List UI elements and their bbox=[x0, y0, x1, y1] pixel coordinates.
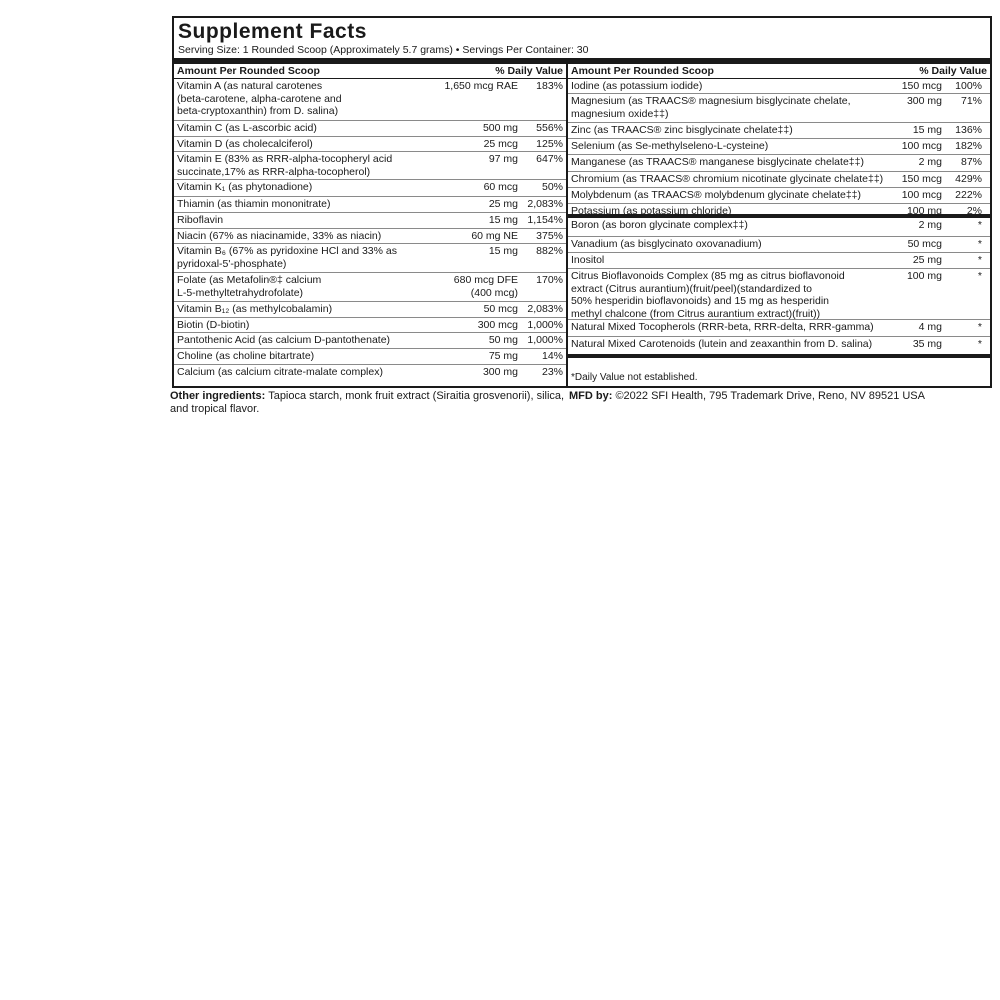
nutrient-amount: 97 mg bbox=[488, 153, 518, 165]
nutrient-daily-value: 1,000% bbox=[527, 319, 563, 331]
nutrient-name: Citrus Bioflavonoids Complex (85 mg as citrus bioflavonoid extract (Citrus aurantium)(fruit/peel)(standardized to 50% hesperidin bioflavonoids) and 15 mg as hesperidin methyl chalcone (from Citrus aurantium extract)(fruit)) bbox=[571, 270, 845, 320]
nutrient-amount: 100 mg bbox=[906, 270, 942, 282]
nutrient-row bbox=[174, 121, 566, 137]
nutrient-amount: 15 mg bbox=[912, 124, 942, 136]
nutrient-row bbox=[568, 123, 990, 139]
nutrient-daily-value: * bbox=[977, 254, 982, 266]
nutrient-amount: 50 mcg bbox=[483, 303, 518, 315]
mfd-text: ©2022 SFI Health, 795 Trademark Drive, Reno, NV 89521 USA bbox=[612, 390, 925, 402]
nutrient-name: Manganese (as TRAACS® manganese bisglycinate chelate‡‡) bbox=[571, 156, 864, 168]
nutrient-row bbox=[174, 349, 566, 365]
nutrient-daily-value: 222% bbox=[955, 189, 982, 201]
nutrient-daily-value: 100% bbox=[955, 80, 982, 92]
nutrient-amount: 300 mg bbox=[482, 366, 518, 378]
nutrient-daily-value: 136% bbox=[955, 124, 982, 136]
nutrient-daily-value: 182% bbox=[955, 140, 982, 152]
nutrient-name: Vitamin K₁ (as phytonadione) bbox=[177, 181, 313, 193]
nutrient-name: Biotin (D-biotin) bbox=[177, 319, 250, 331]
footnote: *Daily Value not established. bbox=[571, 372, 698, 383]
nutrient-amount: 25 mcg bbox=[483, 138, 518, 150]
nutrient-amount: 60 mcg bbox=[483, 181, 518, 193]
nutrient-daily-value: * bbox=[977, 219, 982, 231]
nutrient-row bbox=[568, 172, 990, 188]
nutrient-row bbox=[568, 188, 990, 204]
nutrient-row bbox=[568, 237, 990, 253]
nutrient-amount: 4 mg bbox=[918, 321, 942, 333]
nutrient-row bbox=[174, 180, 566, 197]
nutrient-daily-value: 556% bbox=[536, 122, 563, 134]
nutrient-row bbox=[568, 155, 990, 172]
nutrient-daily-value: * bbox=[977, 338, 982, 350]
nutrient-daily-value: * bbox=[977, 321, 982, 333]
left-column-header bbox=[174, 64, 566, 79]
right-column-header bbox=[568, 64, 990, 79]
nutrient-row bbox=[568, 204, 990, 218]
nutrient-name: Riboflavin bbox=[177, 214, 224, 226]
nutrient-name: Selenium (as Se-methylseleno-L-cysteine) bbox=[571, 140, 769, 152]
nutrient-name: Vitamin B₁₂ (as methylcobalamin) bbox=[177, 303, 333, 315]
nutrient-row bbox=[568, 218, 990, 237]
daily-value-header: % Daily Value bbox=[495, 65, 563, 77]
nutrient-name: Vitamin C (as L-ascorbic acid) bbox=[177, 122, 317, 134]
amount-header: Amount Per Rounded Scoop bbox=[571, 65, 714, 77]
daily-value-header: % Daily Value bbox=[919, 65, 987, 77]
nutrient-name: Pantothenic Acid (as calcium D-pantothenate) bbox=[177, 334, 391, 346]
nutrient-name: Vitamin B₆ (67% as pyridoxine HCl and 33% as pyridoxal-5'-phosphate) bbox=[177, 245, 397, 270]
other-ingredients bbox=[170, 390, 565, 415]
nutrient-name: Natural Mixed Tocopherols (RRR-beta, RRR-delta, RRR-gamma) bbox=[571, 321, 874, 333]
nutrient-amount: 150 mcg bbox=[901, 173, 942, 185]
nutrient-name: Folate (as Metafolin®‡ calcium L-5-methyltetrahydrofolate) bbox=[177, 274, 322, 299]
manufacturer-info bbox=[569, 390, 925, 403]
nutrient-row bbox=[174, 197, 566, 213]
nutrient-daily-value: 23% bbox=[541, 366, 563, 378]
nutrient-name: Chromium (as TRAACS® chromium nicotinate glycinate chelate‡‡) bbox=[571, 173, 884, 185]
left-nutrient-column bbox=[174, 64, 568, 386]
nutrient-amount: 15 mg bbox=[488, 214, 518, 226]
nutrient-name: Zinc (as TRAACS® zinc bisglycinate chelate‡‡) bbox=[571, 124, 793, 136]
nutrient-name: Inositol bbox=[571, 254, 605, 266]
other-ingredients-label: Other ingredients: bbox=[170, 390, 266, 402]
nutrient-name: Thiamin (as thiamin mononitrate) bbox=[177, 198, 331, 210]
nutrient-row bbox=[174, 365, 566, 381]
amount-header: Amount Per Rounded Scoop bbox=[177, 65, 320, 77]
nutrient-row bbox=[568, 139, 990, 155]
serving-info: Serving Size: 1 Rounded Scoop (Approximately 5.7 grams) • Servings Per Container: 30 bbox=[178, 44, 589, 56]
nutrient-daily-value: 50% bbox=[541, 181, 563, 193]
nutrient-amount: 2 mg bbox=[918, 156, 942, 168]
nutrient-amount: 300 mcg bbox=[477, 319, 518, 331]
other-ingredients-text: Tapioca starch, monk fruit extract (Siraitia grosvenorii), silica, and tropical flavor. bbox=[170, 390, 565, 415]
nutrient-daily-value: 14% bbox=[541, 350, 563, 362]
nutrient-name: Calcium (as calcium citrate-malate complex) bbox=[177, 366, 383, 378]
nutrient-daily-value: 647% bbox=[536, 153, 563, 165]
nutrient-name: Vanadium (as bisglycinato oxovanadium) bbox=[571, 238, 762, 250]
nutrient-row bbox=[568, 320, 990, 337]
nutrient-amount: 25 mg bbox=[488, 198, 518, 210]
nutrient-row bbox=[568, 269, 990, 320]
nutrient-name: Vitamin D (as cholecalciferol) bbox=[177, 138, 313, 150]
nutrient-row bbox=[568, 253, 990, 269]
nutrient-row bbox=[174, 152, 566, 180]
footnote-divider bbox=[568, 354, 990, 358]
nutrient-row bbox=[174, 137, 566, 152]
nutrient-amount: 680 mcg DFE (400 mcg) bbox=[453, 274, 518, 299]
nutrient-daily-value: 125% bbox=[536, 138, 563, 150]
nutrient-row bbox=[174, 79, 566, 121]
nutrient-daily-value: 1,000% bbox=[527, 334, 563, 346]
nutrient-daily-value: 375% bbox=[536, 230, 563, 242]
nutrient-name: Vitamin A (as natural carotenes (beta-carotene, alpha-carotene and beta-cryptoxanthin) from D. salina) bbox=[177, 80, 342, 117]
nutrient-row bbox=[174, 229, 566, 244]
left-rows bbox=[174, 79, 566, 381]
nutrient-name: Magnesium (as TRAACS® magnesium bisglycinate chelate, magnesium oxide‡‡) bbox=[571, 95, 851, 120]
nutrient-amount: 300 mg bbox=[906, 95, 942, 107]
nutrient-row bbox=[174, 244, 566, 273]
nutrient-daily-value: 183% bbox=[536, 80, 563, 92]
nutrient-amount: 75 mg bbox=[488, 350, 518, 362]
nutrient-daily-value: * bbox=[977, 238, 982, 250]
nutrient-name: Molybdenum (as TRAACS® molybdenum glycinate chelate‡‡) bbox=[571, 189, 862, 201]
nutrient-row bbox=[174, 333, 566, 349]
nutrient-row bbox=[174, 213, 566, 229]
nutrient-name: Potassium (as potassium chloride) bbox=[571, 205, 732, 217]
nutrient-daily-value: 429% bbox=[955, 173, 982, 185]
nutrient-daily-value: 882% bbox=[536, 245, 563, 257]
nutrient-daily-value: 170% bbox=[536, 274, 563, 286]
nutrient-amount: 35 mg bbox=[912, 338, 942, 350]
nutrient-amount: 150 mcg bbox=[901, 80, 942, 92]
nutrient-daily-value: 71% bbox=[960, 95, 982, 107]
nutrient-daily-value: 2% bbox=[966, 205, 982, 217]
nutrient-amount: 60 mg NE bbox=[471, 230, 518, 242]
mfd-label: MFD by: bbox=[569, 390, 613, 402]
nutrient-name: Natural Mixed Carotenoids (lutein and zeaxanthin from D. salina) bbox=[571, 338, 873, 350]
nutrient-name: Choline (as choline bitartrate) bbox=[177, 350, 315, 362]
nutrient-amount: 15 mg bbox=[488, 245, 518, 257]
right-rows bbox=[568, 79, 990, 352]
nutrient-daily-value: * bbox=[977, 270, 982, 282]
supplement-facts-panel bbox=[172, 16, 992, 388]
panel-title: Supplement Facts bbox=[178, 20, 367, 43]
nutrient-row bbox=[174, 302, 566, 318]
nutrient-row bbox=[174, 273, 566, 302]
nutrient-amount: 1,650 mcg RAE bbox=[444, 80, 518, 92]
nutrient-row bbox=[568, 337, 990, 352]
nutrient-name: Vitamin E (83% as RRR-alpha-tocopheryl acid succinate,17% as RRR-alpha-tocopherol) bbox=[177, 153, 393, 178]
nutrient-daily-value: 87% bbox=[960, 156, 982, 168]
right-nutrient-column bbox=[568, 64, 990, 386]
nutrient-name: Boron (as boron glycinate complex‡‡) bbox=[571, 219, 748, 231]
nutrient-name: Niacin (67% as niacinamide, 33% as niacin) bbox=[177, 230, 382, 242]
nutrient-amount: 100 mcg bbox=[901, 189, 942, 201]
nutrient-amount: 100 mcg bbox=[901, 140, 942, 152]
nutrient-row bbox=[568, 94, 990, 123]
nutrient-name: Iodine (as potassium iodide) bbox=[571, 80, 703, 92]
nutrient-amount: 2 mg bbox=[918, 219, 942, 231]
nutrient-daily-value: 2,083% bbox=[527, 198, 563, 210]
nutrient-amount: 50 mg bbox=[488, 334, 518, 346]
nutrient-amount: 25 mg bbox=[912, 254, 942, 266]
nutrient-row bbox=[568, 79, 990, 94]
nutrient-amount: 500 mg bbox=[482, 122, 518, 134]
nutrient-daily-value: 2,083% bbox=[527, 303, 563, 315]
nutrient-row bbox=[174, 318, 566, 333]
nutrient-amount: 100 mg bbox=[906, 205, 942, 217]
nutrient-amount: 50 mcg bbox=[907, 238, 942, 250]
nutrient-daily-value: 1,154% bbox=[527, 214, 563, 226]
